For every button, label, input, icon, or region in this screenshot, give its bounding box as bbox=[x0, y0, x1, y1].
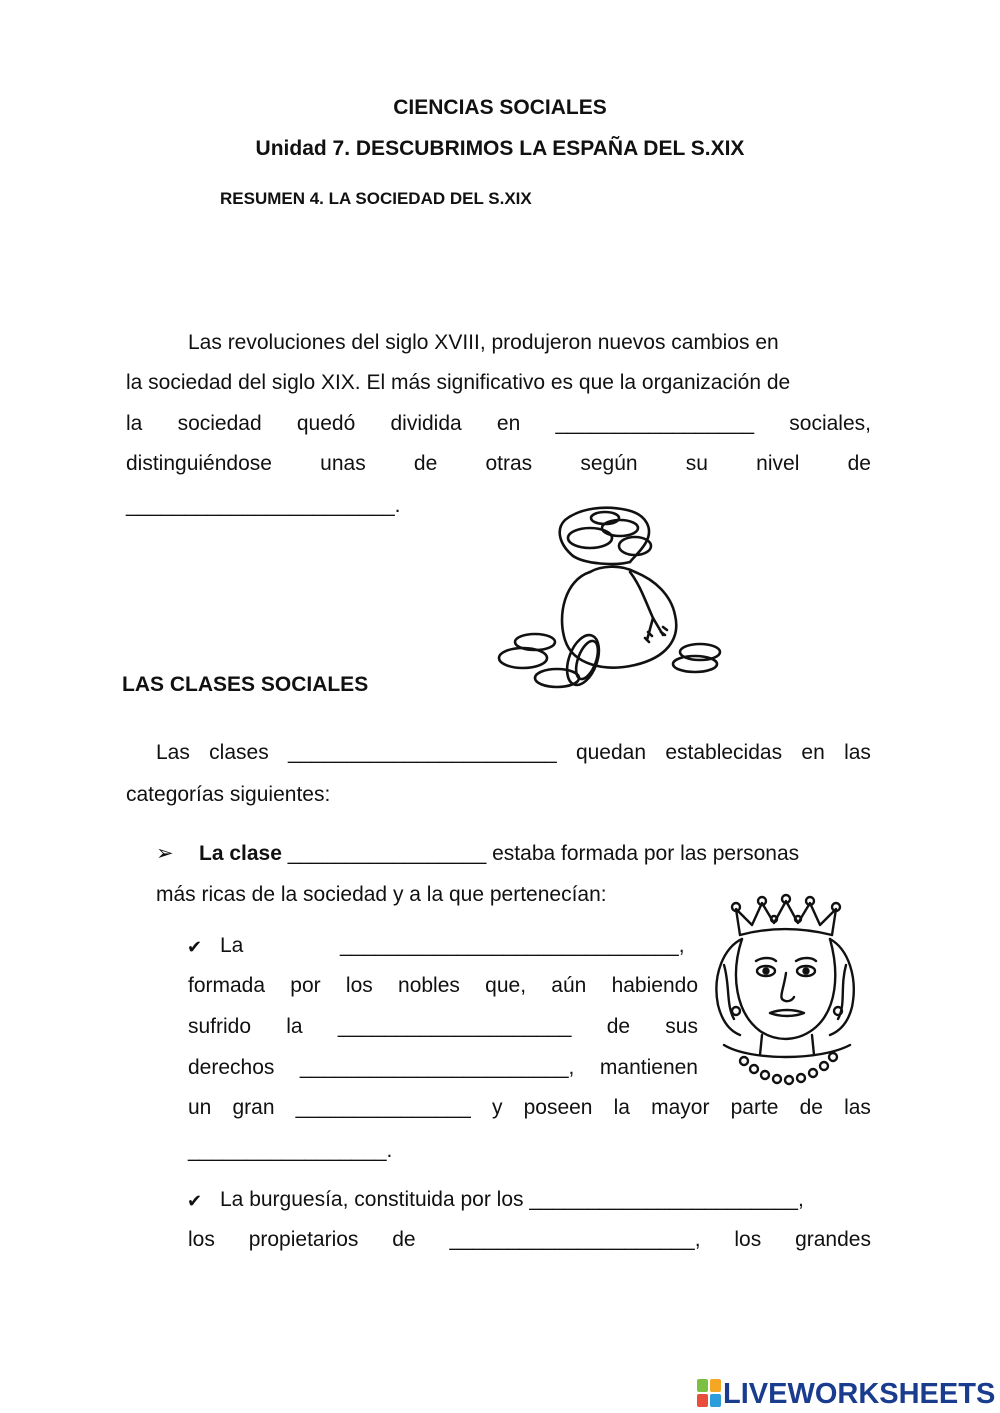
unit-title: Unidad 7. DESCUBRIMOS LA ESPAÑA DEL S.XIX bbox=[255, 137, 745, 160]
subject-title: CIENCIAS SOCIALES bbox=[393, 96, 607, 119]
intro-line-1: Las revoluciones del siglo XVIII, produjeron nuevos cambios en bbox=[188, 331, 779, 354]
summary-title: RESUMEN 4. LA SOCIEDAD DEL S.XIX bbox=[220, 189, 532, 208]
section-line-2: categorías siguientes: bbox=[126, 783, 331, 806]
bourgeoisie-line-2: los propietarios de _____________________, los grandes bbox=[188, 1228, 871, 1251]
nobility-line-3: sufrido la ____________________ de sus bbox=[188, 1015, 698, 1038]
liveworksheets-badge-icon bbox=[697, 1379, 721, 1407]
nobility-line-5: un gran _______________ y poseen la mayor parte de las bbox=[188, 1096, 871, 1119]
bourgeoisie-line-1: La burguesía, constituida por los _______________________, bbox=[220, 1188, 804, 1211]
arrow-bullet-icon: ➢ bbox=[156, 842, 174, 865]
blank-lands[interactable]: _________________. bbox=[188, 1139, 393, 1162]
intro-line-4: distinguiéndose unas de otras según su nivel de bbox=[126, 452, 871, 475]
blank-factories[interactable]: _____________________, bbox=[449, 1228, 701, 1251]
nobility-line-2: formada por los nobles que, aún habiendo bbox=[188, 974, 698, 997]
check-icon-2: ✔ bbox=[187, 1191, 203, 1211]
upper-class-line-2: más ricas de la sociedad y a la que pertenecían: bbox=[156, 883, 607, 906]
check-icon: ✔ bbox=[187, 937, 203, 957]
upper-class-line-1: La clase _________________ estaba formada por las personas bbox=[199, 842, 800, 865]
blank-upper-class[interactable]: _________________ estaba formada por las personas bbox=[281, 842, 800, 865]
queen-illustration bbox=[700, 895, 870, 1095]
blank-social-groups[interactable]: _________________ bbox=[555, 412, 755, 435]
section-line-1: Las clases _______________________ quedan establecidas en las bbox=[156, 741, 871, 764]
blank-rights[interactable]: _______________________, bbox=[299, 1056, 575, 1079]
blank-level[interactable]: _______________________. bbox=[126, 494, 401, 517]
section-heading: LAS CLASES SOCIALES bbox=[122, 673, 369, 696]
blank-nobility[interactable]: _____________________________, bbox=[340, 934, 685, 957]
intro-line-2: la sociedad del siglo XIX. El más significativo es que la organización de bbox=[126, 371, 791, 394]
blank-classes[interactable]: _______________________ bbox=[288, 741, 557, 764]
money-bag-illustration bbox=[495, 500, 725, 700]
liveworksheets-text: LIVEWORKSHEETS bbox=[723, 1378, 996, 1410]
blank-loss[interactable]: ____________________ bbox=[337, 1015, 572, 1038]
intro-line-3: la sociedad quedó dividida en _________________ sociales, bbox=[126, 412, 871, 435]
liveworksheets-logo[interactable] bbox=[697, 1378, 995, 1411]
nobility-line-4: derechos _______________________, mantienen bbox=[188, 1056, 698, 1079]
nobility-label: La bbox=[220, 934, 244, 957]
blank-prestige[interactable]: _______________ bbox=[295, 1096, 471, 1119]
